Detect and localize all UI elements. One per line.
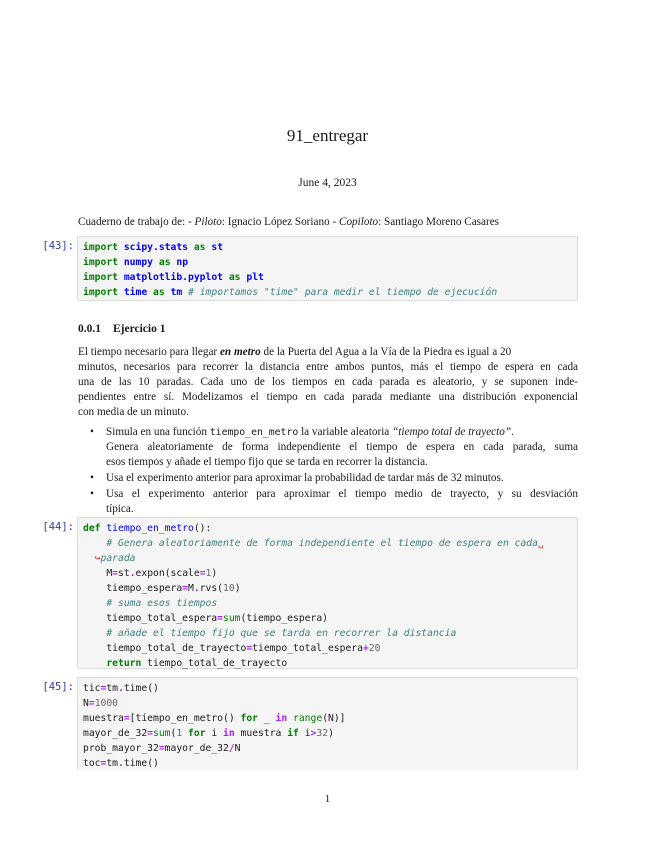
intro-line [78, 216, 578, 228]
list-item-line [106, 425, 578, 440]
cell-43-prompt: [43]: [42, 240, 74, 252]
paragraph-line-3: una de las 10 paradas. Cada uno de los tiempos en cada parada es aleatorio, y se suponen inde- [78, 376, 578, 388]
paragraph-emphasis: en metro [219, 346, 261, 358]
section-number: 0.0.1 [78, 323, 101, 335]
bullet-icon: • [90, 488, 94, 500]
list-item-line: Usa el experimento anterior para aproximar la probabilidad de tardar más de 32 minutos. [106, 472, 504, 484]
list-item-line: Genera aleatoriamente de forma independiente el tiempo de espera en cada parada, suma [106, 441, 578, 453]
document-date: June 4, 2023 [298, 177, 357, 189]
document-title: 91_entregar [286, 126, 369, 145]
bullet-icon: • [90, 426, 94, 438]
list-text: la variable aleatoria [298, 426, 393, 438]
task-list [90, 425, 578, 518]
code-cell-44-source: def tiempo_en_metro(): # Genera aleatoriamente de forma independiente el tiempo de espera en cada␣ ↪parada M=st.expon(scale=1) tiempo_espera=M.rvs(10) # suma esos tiempos tiempo_total_espera=sum(tiempo_espera) # añade el tiempo fijo que se tarda en recorrer la distancia tiempo_total_de_trayecto=tiempo_total_espera+20 return tiempo_total_de_trayecto [83, 523, 544, 669]
intro-prefix: Cuaderno de trabajo de: - [78, 216, 195, 228]
code-cell-44[interactable] [77, 517, 578, 669]
page-number: 1 [324, 793, 331, 805]
list-item-line: Usa el experimento anterior para aproximar el tiempo medio de trayecto, y su desviación [106, 488, 578, 500]
paragraph-line-2: minutos, necesarios para recorrer la distancia entre ambos puntos, más el tiempo de espera en cada [78, 361, 578, 373]
list-item-line: típica. [106, 503, 134, 515]
copilot-label: Copiloto [338, 216, 379, 228]
list-text: . [511, 426, 514, 438]
paragraph-text: de la Puerta del Agua a la Vía de la Piedra es igual a 20 [260, 346, 512, 358]
list-text: Simula en una función [106, 426, 210, 438]
copilot-name: : Santiago Moreno Casares [378, 216, 500, 228]
list-item [90, 471, 578, 486]
inline-code: tiempo_en_metro [209, 427, 299, 438]
list-item-line: esos tiempos y añade el tiempo fijo que se tarda en recorrer la distancia. [106, 456, 428, 468]
cell-44-prompt: [44]: [42, 521, 74, 533]
code-cell-43-source: import scipy.stats as st import numpy as np import matplotlib.pyplot as plt import time as tm # importamos "time" para medir el tiempo de ejecución [83, 242, 498, 298]
pilot-label: Piloto [194, 216, 222, 228]
section-title: Ejercicio 1 [113, 323, 166, 335]
bullet-icon: • [90, 472, 94, 484]
paragraph-text: El tiempo necesario para llegar [78, 346, 220, 358]
exercise-paragraph [78, 345, 578, 420]
code-cell-45-source: tic=tm.time() N=1000 muestra=[tiempo_en_metro() for _ in range(N)] mayor_de_32=sum(1 for i in muestra if i>32) prob_mayor_32=mayor_de_32/N toc=tm.time() [83, 683, 346, 769]
code-cell-45[interactable] [77, 677, 578, 770]
list-emphasis: “tiempo total de trayecto” [392, 426, 512, 438]
pilot-name: : Ignacio López Soriano - [221, 216, 339, 228]
list-item [90, 487, 578, 517]
cell-45-prompt: [45]: [42, 681, 74, 693]
paragraph-line-1 [78, 345, 578, 360]
section-heading [78, 323, 165, 335]
list-item [90, 425, 578, 470]
code-cell-43[interactable] [77, 236, 578, 301]
paragraph-line-5: con media de un minuto. [78, 406, 189, 418]
paragraph-line-4: pendientes entre sí. Modelizamos el tiempo en cada parada mediante una distribución exponencial [78, 391, 578, 403]
